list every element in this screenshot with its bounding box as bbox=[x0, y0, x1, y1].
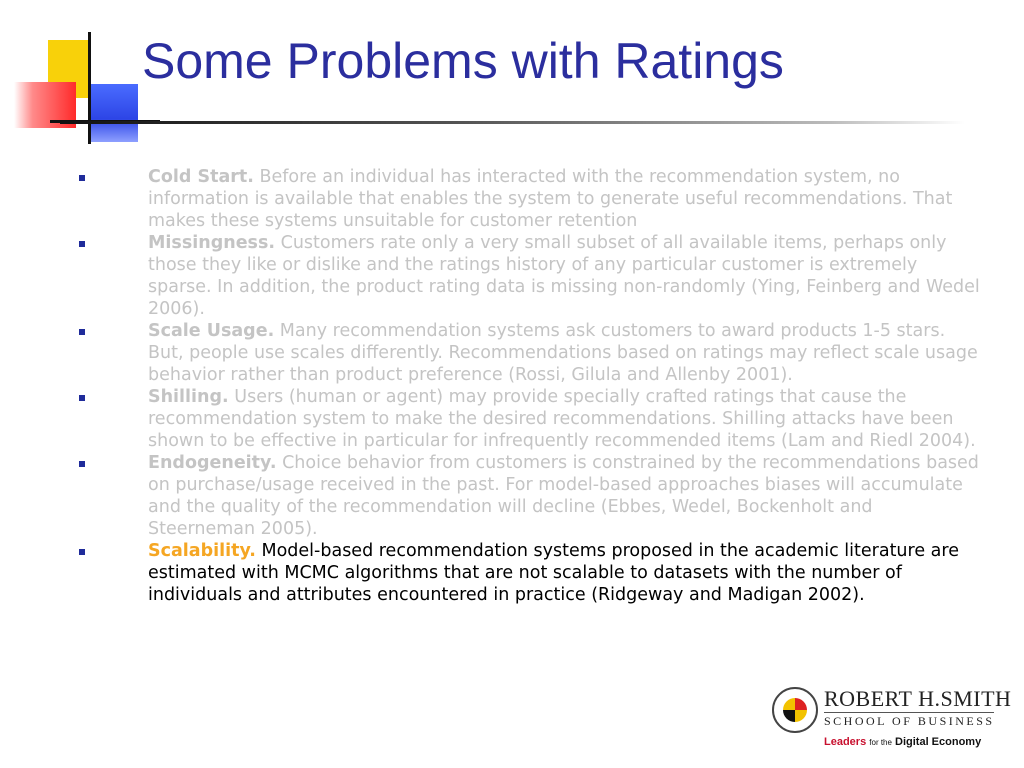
logo-tagline bbox=[824, 736, 981, 748]
bullet-endogeneity bbox=[75, 452, 985, 540]
bullet-lead: Scalability. bbox=[148, 541, 256, 561]
bullet-text: Customers rate only a very small subset of all available items, perhaps only those they like or dislike and the ratings history of any particular customer is extremely sparse. In addition, the product rating data is missing non-randomly (Ying, Feinberg and Wedel 2006). bbox=[148, 233, 980, 319]
maryland-flag-icon bbox=[783, 698, 807, 722]
bullet-lead: Cold Start. bbox=[148, 167, 254, 187]
tagline-rest: Digital Economy bbox=[895, 736, 982, 748]
bullet-text: Before an individual has interacted with the recommendation system, no information is available that enables the system to generate useful recommendations. That makes these systems unsuitable for customer retention bbox=[148, 167, 953, 231]
bullet-missingness bbox=[75, 232, 985, 320]
bullet-lead: Shilling. bbox=[148, 387, 229, 407]
bullet-lead: Endogeneity. bbox=[148, 453, 277, 473]
university-seal-icon bbox=[772, 687, 818, 733]
bullet-cold-start bbox=[75, 166, 985, 232]
bullet-marker bbox=[79, 549, 85, 555]
slide-title: Some Problems with Ratings bbox=[142, 33, 784, 89]
bullet-text: Many recommendation systems ask customers to award products 1-5 stars. But, people use scales differently. Recommendations based on ratings may reflect scale usage behavior rather than product preference (Rossi, Gilula and Allenby 2001). bbox=[148, 321, 978, 385]
vertical-rule-decoration bbox=[88, 32, 91, 144]
bullet-shilling bbox=[75, 386, 985, 452]
bullet-text: Model-based recommendation systems proposed in the academic literature are estimated with MCMC algorithms that are not scalable to datasets with the number of individuals and attributes encountered in practice (Ridgeway and Madigan 2002). bbox=[148, 541, 959, 605]
school-logo bbox=[770, 684, 1012, 754]
bullet-marker bbox=[79, 395, 85, 401]
bullet-lead: Missingness. bbox=[148, 233, 276, 253]
tagline-leaders: Leaders bbox=[824, 736, 867, 748]
bullet-text: Users (human or agent) may provide specially crafted ratings that cause the recommendation system to make the desired recommendations. Shilling attacks have been shown to be effective in particular for infrequently recommended items (Lam and Riedl 2004). bbox=[148, 387, 976, 451]
logo-name: ROBERT H.SMITH bbox=[824, 686, 1012, 711]
blue-square-decoration bbox=[90, 84, 138, 142]
bullet-marker bbox=[79, 175, 85, 181]
bullet-scalability bbox=[75, 540, 985, 606]
bullet-marker bbox=[79, 329, 85, 335]
title-underline bbox=[60, 121, 965, 124]
bullet-marker bbox=[79, 461, 85, 467]
bullet-marker bbox=[79, 241, 85, 247]
bullet-text: Choice behavior from customers is constrained by the recommendations based on purchase/usage received in the past. For model-based approaches biases will accumulate and the quality of the recommendation will decline (Ebbes, Wedel, Bockenholt and Steerneman 2005). bbox=[148, 453, 979, 539]
corner-decoration bbox=[0, 0, 150, 150]
bullet-lead: Scale Usage. bbox=[148, 321, 275, 341]
logo-divider bbox=[824, 712, 994, 713]
bullet-scale-usage bbox=[75, 320, 985, 386]
tagline-for: for the bbox=[869, 738, 892, 747]
logo-school: SCHOOL OF BUSINESS bbox=[824, 714, 995, 728]
bullet-list bbox=[75, 166, 985, 606]
